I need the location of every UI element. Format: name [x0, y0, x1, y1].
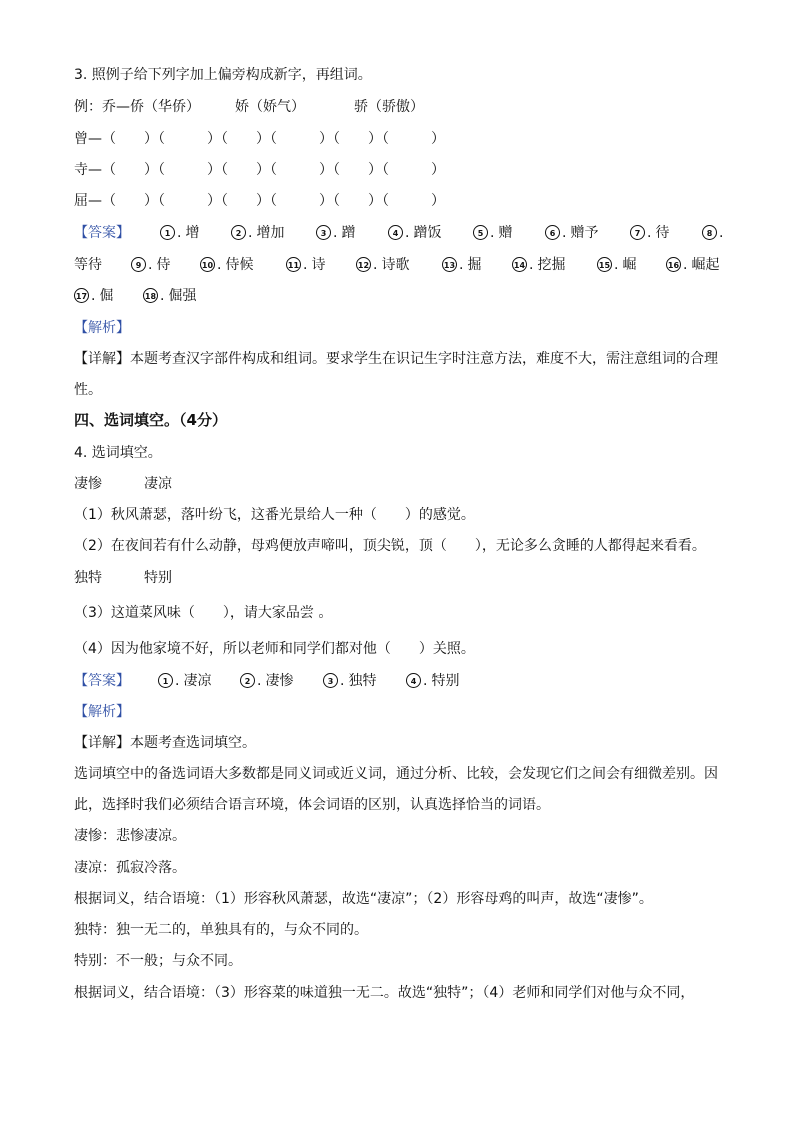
answer-item: 11 . 诗: [287, 257, 326, 273]
detail-paragraph-continued: 性。: [74, 382, 102, 398]
answer-item: 3 . 独特: [323, 672, 376, 690]
answer-item: 15 . 崛: [598, 257, 637, 273]
explanation-line-2: 此，选择时我们必须结合语言环境，体会词语的区别，认真选择恰当的词语。: [74, 797, 550, 813]
section-heading: 四、选词填空。（4分）: [74, 411, 227, 429]
detail-paragraph: 【详解】本题考查选词填空。: [74, 735, 256, 751]
answer-item: 10 . 侍候: [201, 257, 254, 273]
answer-item: 7 . 待: [630, 224, 669, 242]
analysis-label: 【解析】: [74, 320, 130, 336]
reasoning-line-1: 根据词义，结合语境：（1）形容秋风萧瑟，故选“凄凉”；（2）形容母鸡的叫声，故选“凄惨”。: [74, 891, 653, 907]
question-3-title: 3. 照例子给下列字加上偏旁构成新字，再组词。: [74, 67, 372, 83]
analysis-label: 【解析】: [74, 704, 130, 720]
word-pair-1: 凄惨 凄凉: [74, 476, 172, 492]
answer-label: 【答案】: [74, 673, 130, 689]
detail-label: 【详解】: [74, 735, 130, 751]
sentence-1: （1）秋风萧瑟，落叶纷飞，这番光景给人一种（ ）的感觉。: [74, 507, 475, 523]
answer-item: 8 .: [702, 224, 727, 242]
answer-item: 12 . 诗歌: [357, 257, 410, 273]
answer-label: 【答案】: [74, 225, 130, 241]
answer-item: 13 . 掘: [443, 257, 482, 273]
answer-item: 17 . 倔: [75, 288, 114, 304]
sentence-2: （2）在夜间若有什么动静，母鸡便放声啼叫，顶尖锐，顶（ ），无论多么贪睡的人都得起来看看。: [74, 538, 706, 554]
answer-item: 6 . 赠予: [545, 224, 598, 242]
question-3-row-1: 曾—（ ）（ ）（ ）（ ）（ ）（ ）: [74, 131, 445, 147]
reasoning-line-2: 根据词义，结合语境：（3）形容菜的味道独一无二。故选“独特”；（4）老师和同学们对他与众不同，: [74, 985, 695, 1001]
answer-item: 2 . 增加: [231, 224, 284, 242]
answer-item: 4 . 蹭饭: [388, 224, 441, 242]
answer-item: 等待: [74, 257, 102, 273]
answer-item: 2 . 凄惨: [240, 672, 293, 690]
answer-item: 9 . 侍: [131, 256, 170, 274]
answer-item: 5 . 赠: [473, 224, 512, 242]
detail-label: 【详解】: [74, 351, 130, 367]
question-3-row-3: 屈—（ ）（ ）（ ）（ ）（ ）（ ）: [74, 193, 445, 209]
question-3-row-2: 寺—（ ）（ ）（ ）（ ）（ ）（ ）: [74, 162, 445, 178]
definition-tebie: 特别：不一般；与众不同。: [74, 953, 242, 969]
definition-qican: 凄惨：悲惨凄凉。: [74, 828, 186, 844]
definition-qiliang: 凄凉：孤寂冷落。: [74, 860, 186, 876]
word-pair-2: 独特 特别: [74, 570, 172, 586]
detail-paragraph: 【详解】本题考查汉字部件构成和组词。要求学生在识记生字时注意方法，难度不大，需注意组词的合理: [74, 351, 718, 367]
answer-item: 3 . 蹭: [316, 224, 355, 242]
question-4-title: 4. 选词填空。: [74, 445, 162, 461]
answer-item: 1 . 增: [160, 224, 199, 242]
answer-item: 14 . 挖掘: [513, 257, 566, 273]
sentence-3: （3）这道菜风味（ ），请大家品尝 。: [74, 605, 333, 621]
question-3-example: 例：乔—侨（华侨） 娇（娇气） 骄（骄傲）: [74, 99, 424, 115]
definition-dute: 独特：独一无二的，单独具有的，与众不同的。: [74, 922, 368, 938]
explanation-line-1: 选词填空中的备选词语大多数都是同义词或近义词，通过分析、比较，会发现它们之间会有细微差别。因: [74, 766, 718, 782]
answer-item: 16 . 崛起: [667, 257, 720, 273]
answer-item: 1 . 凄凉: [158, 672, 211, 690]
sentence-4: （4）因为他家境不好，所以老师和同学们都对他（ ）关照。: [74, 641, 475, 657]
answer-item: 18 . 倔强: [144, 288, 197, 304]
answer-item: 4 . 特别: [406, 672, 459, 690]
